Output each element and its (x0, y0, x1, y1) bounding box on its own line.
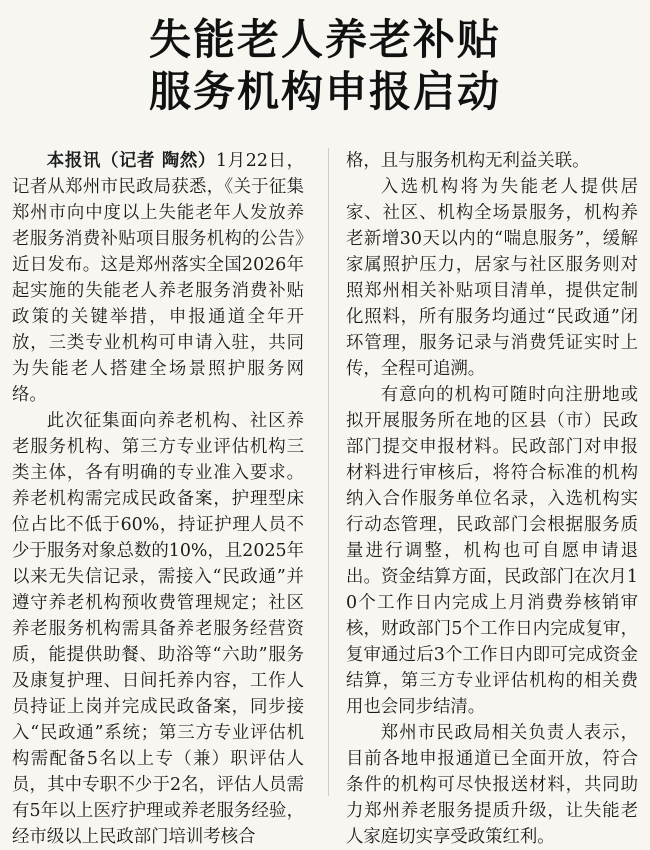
article-column-left (12, 148, 304, 850)
paragraph-application: 有意向的机构可随时向注册地或拟开展服务所在地的区县（市）民政部门提交申报材料。民政部门对申报材料进行审核后，将符合标准的机构纳入合作服务单位名录，入选机构实行动态管理，民政部门会根据服务质量进行调整，机构也可自愿申请退出。资金结算方面，民政部门在次月10个工作日内完成上月消费券核销审核，财政部门5个工作日内完成复审，复审通过后3个工作日内即可完成资金结算，第三方专业评估机构的相关费用也会同步结清。 (346, 385, 638, 717)
headline (0, 14, 650, 118)
article-column-right (346, 148, 638, 850)
paragraph-closing: 郑州市民政局相关负责人表示，目前各地申报通道已全面开放，符合条件的机构可尽快报送材料，共同助力郑州养老服务提质升级，让失能老人家庭切实享受政策红利。 (346, 723, 638, 847)
paragraph-lead-text: 1月22日，记者从郑州市民政局获悉，《关于征集郑州市向中度以上失能老年人发放养老服务消费补贴项目服务机构的公告》近日发布。这是郑州落实全国2026年起实施的失能老人养老服务消费补贴政策的关键举措，申报通道全年开放，三类专业机构可申请入驻，共同为失能老人搭建全场景照护服务网络。 (12, 151, 304, 405)
headline-line-2: 服务机构申报启动 (148, 67, 501, 116)
paragraph-services: 入选机构将为失能老人提供居家、社区、机构全场景服务，机构养老新增30天以内的“喘息服务”，缓解家属照护压力，居家与社区服务则对照郑州相关补贴项目清单，提供定制化照料，所有服务均通过“民政通”闭环管理，服务记录与消费凭证实时上传，全程可追溯。 (346, 177, 638, 379)
paragraph-lead (12, 148, 304, 408)
byline: 本报讯（记者 陶然） (46, 151, 216, 171)
column-divider (328, 148, 329, 796)
paragraph-requirements: 此次征集面向养老机构、社区养老服务机构、第三方专业评估机构三类主体，各有明确的专业准入要求。养老机构需完成民政备案，护理型床位占比不低于60%，持证护理人员不少于服务对象总数的10%，且2025年以来无失信记录，需接入“民政通”并遵守养老机构预收费管理规定；社区养老服务机构需具备养老服务经营资质，能提供助餐、助浴等“六助”服务及康复护理、日间托养内容，工作人员持证上岗并完成民政备案，同步接入“民政通”系统；第三方专业评估机构需配备5名以上专（兼）职评估人员，其中专职不少于2名，评估人员需有5年以上医疗护理或养老服务经验，经市级以上民政部门培训考核合 (12, 411, 304, 847)
paragraph-requirements-continued: 格，且与服务机构无利益关联。 (346, 151, 590, 171)
headline-line-1: 失能老人养老补贴 (148, 15, 501, 64)
